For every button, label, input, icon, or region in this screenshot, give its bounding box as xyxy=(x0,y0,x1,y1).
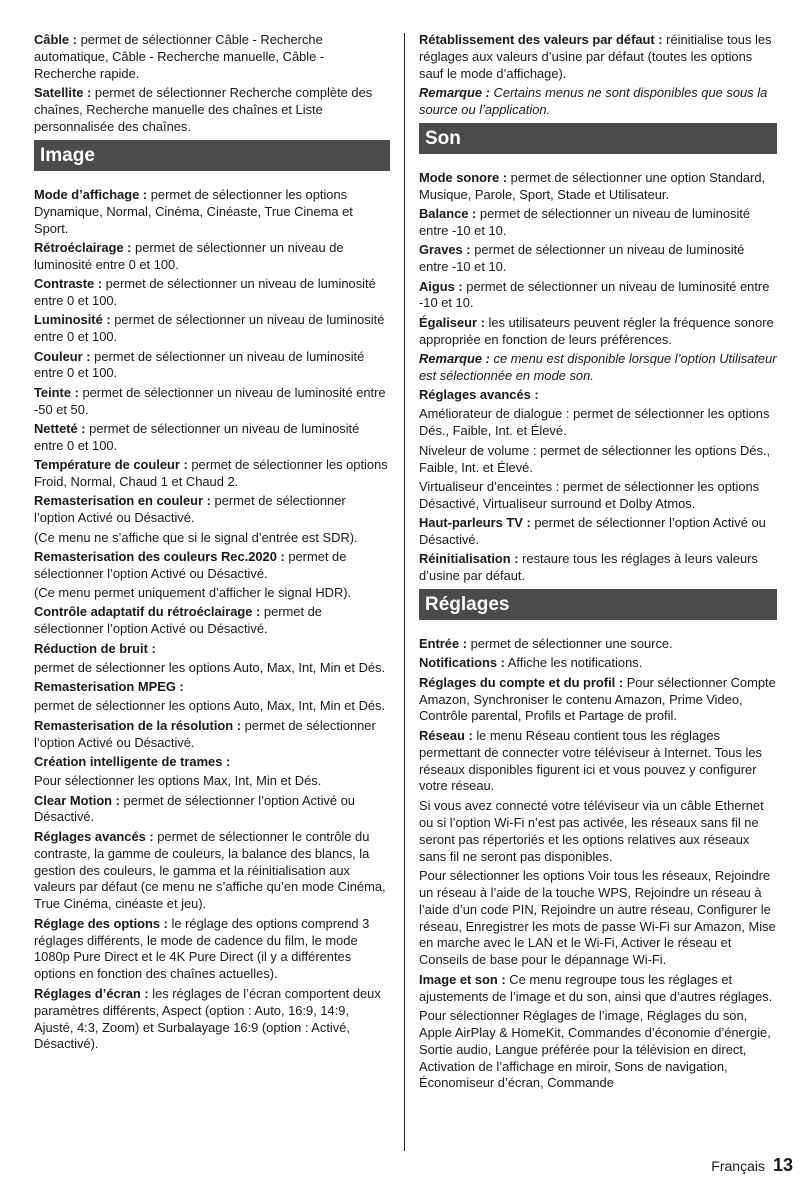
paragraph xyxy=(34,793,390,827)
paragraph xyxy=(34,312,390,346)
paragraph xyxy=(419,242,777,276)
term-label: Clear Motion : xyxy=(34,792,120,808)
paragraph xyxy=(419,798,777,866)
term-label: Notifications : xyxy=(419,655,505,671)
section-heading: Image xyxy=(34,140,390,171)
paragraph xyxy=(419,551,777,585)
section-heading: Réglages xyxy=(419,589,777,620)
term-label: Réglages avancés : xyxy=(34,828,154,844)
description-text: (Ce menu permet uniquement d’afficher le signal HDR). xyxy=(34,585,352,601)
term-label: Réduction de bruit : xyxy=(34,640,156,656)
paragraph xyxy=(34,493,390,527)
description-text: Niveleur de volume : permet de sélectionner les options Dés., Faible, Int. et Élevé. xyxy=(419,442,771,475)
description-text: Pour sélectionner les options Voir tous les réseaux, Rejoindre un réseau à l’aide de la touche WPS, Rejoindre un réseau à l’aide d’un code PIN, Rejoindre un autre réseau, Configurer le réseau, Enregistrer les mots de passe Wi-Fi sur Amazon, Mise en marche avec le LAN et le Wi-Fi, Activer le réseau et Conseils de base pour le dépannage Wi-Fi. xyxy=(419,867,776,968)
term-label: Contraste : xyxy=(34,276,103,292)
description-text: permet de sélectionner un niveau de luminosité entre -50 et 50. xyxy=(34,384,386,417)
description-text: permet de sélectionner l’option Activé ou Désactivé. xyxy=(34,717,376,750)
column-divider xyxy=(404,33,405,1151)
description-text: Si vous avez connecté votre téléviseur via un câble Ethernet ou si l’option Wi-Fi n’est pas activée, les réseaux sans fil ne seront pas répertoriés et les options relatives aux réseaux sans fil ne seront pas disponibles. xyxy=(419,797,764,864)
paragraph xyxy=(34,585,390,602)
description-text: permet de sélectionner Recherche complète des chaînes, Recherche manuelle des chaînes et Liste personnalisée des chaînes. xyxy=(34,85,373,134)
paragraph xyxy=(34,276,390,310)
description-text: le menu Réseau contient tous les réglages permettant de connecter votre téléviseur à Internet. Tous les réseaux disponibles figurent ici et vous pouvez y configurer votre réseau. xyxy=(419,727,762,794)
paragraph xyxy=(34,530,390,547)
description-text: permet de sélectionner l’option Activé ou Désactivé. xyxy=(34,493,346,526)
description-text: Pour sélectionner Compte Amazon, Synchroniser le contenu Amazon, Prime Video, Contrôle parental, Profils et Partage de profil. xyxy=(419,674,776,724)
term-label: Aigus : xyxy=(419,278,463,294)
description-text: permet de sélectionner les options Froid, Normal, Chaud 1 et Chaud 2. xyxy=(34,457,388,490)
paragraph xyxy=(419,387,777,404)
paragraph xyxy=(419,972,777,1006)
term-label: Luminosité : xyxy=(34,312,111,328)
term-label: Mode sonore : xyxy=(419,169,508,185)
paragraph xyxy=(419,479,777,513)
description-text: permet de sélectionner l’option Activé ou Désactivé. xyxy=(34,548,347,581)
paragraph xyxy=(419,206,777,240)
description-text: permet de sélectionner un niveau de luminosité entre -10 et 10. xyxy=(419,242,745,275)
description-text: permet de sélectionner une option Standard, Musique, Parole, Sport, Stade et Utilisateur. xyxy=(419,169,766,202)
page-number: 13 xyxy=(772,1155,793,1175)
paragraph xyxy=(34,349,390,383)
note-paragraph xyxy=(419,85,777,119)
description-text: permet de sélectionner un niveau de luminosité entre 0 et 100. xyxy=(34,276,376,309)
term-label: Entrée : xyxy=(419,636,467,652)
description-text: permet de sélectionner les options Auto, Max, Int, Min et Dés. xyxy=(34,698,386,714)
description-text: permet de sélectionner les options Auto, Max, Int, Min et Dés. xyxy=(34,659,386,675)
paragraph xyxy=(34,829,390,914)
term-label: Remarque : xyxy=(419,350,490,366)
paragraph xyxy=(34,604,390,638)
description-text: permet de sélectionner un niveau de luminosité entre 0 et 100. xyxy=(34,348,365,381)
description-text: permet de sélectionner l’option Activé ou Désactivé. xyxy=(34,792,355,825)
paragraph xyxy=(419,868,777,969)
description-text: permet de sélectionner l’option Activé ou Désactivé. xyxy=(419,515,766,547)
term-label: Réglages avancés : xyxy=(419,387,539,403)
paragraph xyxy=(419,655,777,672)
term-label: Satellite : xyxy=(34,85,92,101)
term-label: Réglages du compte et du profil : xyxy=(419,674,624,690)
term-label: Égaliseur : xyxy=(419,314,485,330)
description-text: permet de sélectionner un niveau de luminosité entre -10 et 10. xyxy=(419,206,751,239)
right-column xyxy=(419,32,777,1095)
paragraph xyxy=(34,187,390,238)
footer-language: Français xyxy=(711,1158,765,1174)
term-label: Contrôle adaptatif du rétroéclairage : xyxy=(34,604,261,620)
term-label: Réinitialisation : xyxy=(419,551,519,567)
description-text: permet de sélectionner une source. xyxy=(467,636,673,652)
term-label: Remasterisation MPEG : xyxy=(34,679,184,695)
paragraph xyxy=(419,406,777,440)
paragraph xyxy=(34,457,390,491)
description-text: permet de sélectionner le contrôle du contraste, la gamme de couleurs, la balance des blancs, la gestion des couleurs, le gamma et la réinitialisation aux valeurs par défaut (ce menu ne s’affiche qu’en mode Cinéma, True Cinéma, cinéaste et jeu). xyxy=(34,828,386,912)
paragraph xyxy=(34,240,390,274)
description-text: (Ce menu ne s’affiche que si le signal d’entrée est SDR). xyxy=(34,529,358,545)
description-text: permet de sélectionner l’option Activé ou Désactivé. xyxy=(34,604,322,637)
paragraph xyxy=(419,170,777,204)
term-label: Mode d’affichage : xyxy=(34,186,148,202)
paragraph xyxy=(34,773,390,790)
description-text: restaure tous les réglages à leurs valeurs d’usine par défaut. xyxy=(419,551,758,584)
term-label: Teinte : xyxy=(34,384,79,400)
paragraph xyxy=(34,85,390,136)
term-label: Balance : xyxy=(419,206,477,222)
paragraph xyxy=(34,641,390,658)
paragraph xyxy=(34,660,390,677)
description-text: les utilisateurs peuvent régler la fréquence sonore appropriée en fonction de leurs préférences. xyxy=(419,314,774,347)
paragraph xyxy=(34,385,390,419)
left-column xyxy=(34,32,390,1056)
paragraph xyxy=(419,315,777,349)
paragraph xyxy=(34,698,390,715)
description-text: le réglage des options comprend 3 réglages différents, le mode de cadence du film, le mode 1080p Pure Direct et le 4K Pure Direct (il y a différentes options en fonction des chaînes actuelles). xyxy=(34,915,370,982)
term-label: Rétablissement des valeurs par défaut : xyxy=(419,32,663,47)
paragraph xyxy=(419,1008,777,1093)
term-label: Remasterisation de la résolution : xyxy=(34,717,242,733)
term-label: Graves : xyxy=(419,242,471,258)
term-label: Remasterisation des couleurs Rec.2020 : xyxy=(34,548,285,564)
term-label: Câble : xyxy=(34,32,77,47)
term-label: Netteté : xyxy=(34,420,86,436)
page-footer xyxy=(711,1155,793,1176)
description-text: permet de sélectionner Câble - Recherche automatique, Câble - Recherche manuelle, Câble - Recherche rapide. xyxy=(34,32,325,81)
paragraph xyxy=(419,32,777,83)
paragraph xyxy=(34,754,390,771)
term-label: Couleur : xyxy=(34,348,91,364)
term-label: Réglage des options : xyxy=(34,915,168,931)
term-label: Remasterisation en couleur : xyxy=(34,493,211,509)
paragraph xyxy=(419,675,777,726)
description-text: Affiche les notifications. xyxy=(504,655,643,671)
section-heading: Son xyxy=(419,123,777,154)
paragraph xyxy=(34,916,390,984)
term-label: Rétroéclairage : xyxy=(34,239,132,255)
term-label: Image et son : xyxy=(419,971,506,987)
paragraph xyxy=(419,636,777,653)
paragraph xyxy=(34,986,390,1054)
description-text: ce menu est disponible lorsque l’option Utilisateur est sélectionnée en mode son. xyxy=(419,350,777,383)
paragraph xyxy=(419,443,777,477)
paragraph xyxy=(34,421,390,455)
term-label: Haut-parleurs TV : xyxy=(419,515,531,531)
term-label: Température de couleur : xyxy=(34,457,188,473)
description-text: permet de sélectionner les options Dynamique, Normal, Cinéma, Cinéaste, True Cinema et Sport. xyxy=(34,186,353,236)
paragraph xyxy=(419,279,777,313)
paragraph xyxy=(34,32,390,83)
description-text: permet de sélectionner un niveau de luminosité entre 0 et 100. xyxy=(34,420,360,453)
term-label: Création intelligente de trames : xyxy=(34,753,231,769)
description-text: Ce menu regroupe tous les réglages et ajustements de l’image et du son, ainsi que d’autres réglages. xyxy=(419,971,773,1004)
description-text: permet de sélectionner un niveau de luminosité entre 0 et 100. xyxy=(34,312,385,345)
term-label: Remarque : xyxy=(419,85,490,101)
paragraph xyxy=(34,718,390,752)
description-text: Pour sélectionner les options Max, Int, Min et Dés. xyxy=(34,773,322,789)
description-text: Pour sélectionner Réglages de l’image, Réglages du son, Apple AirPlay & HomeKit, Commandes d’économie d’énergie, Sortie audio, Langue préférée pour la télévision en direct, Activation de l’affichage en miroir, Sons de navigation, Économiseur d’écran, Commande xyxy=(419,1007,771,1091)
term-label: Réseau : xyxy=(419,727,473,743)
description-text: réinitialise tous les réglages aux valeurs d’usine par défaut (toutes les options sauf le mode d’affichage). xyxy=(419,32,772,81)
paragraph xyxy=(34,549,390,583)
paragraph xyxy=(419,515,777,549)
description-text: Améliorateur de dialogue : permet de sélectionner les options Dés., Faible, Int. et Élevé. xyxy=(419,406,770,439)
paragraph xyxy=(34,679,390,696)
description-text: permet de sélectionner un niveau de luminosité entre -10 et 10. xyxy=(419,278,770,311)
term-label: Réglages d’écran : xyxy=(34,985,149,1001)
description-text: les réglages de l’écran comportent deux paramètres différents, Aspect (option : Auto, 16:9, 14:9, Ajusté, 4:3, Zoom) et Surbalayage 16:9 (option : Activé, Désactivé). xyxy=(34,985,381,1052)
paragraph xyxy=(419,728,777,796)
note-paragraph xyxy=(419,351,777,385)
description-text: Certains menus ne sont disponibles que sous la source ou l’application. xyxy=(419,85,768,118)
description-text: Virtualiseur d’enceintes : permet de sélectionner les options Désactivé, Virtualiseur surround et Dolby Atmos. xyxy=(419,478,760,511)
description-text: permet de sélectionner un niveau de luminosité entre 0 et 100. xyxy=(34,239,344,272)
